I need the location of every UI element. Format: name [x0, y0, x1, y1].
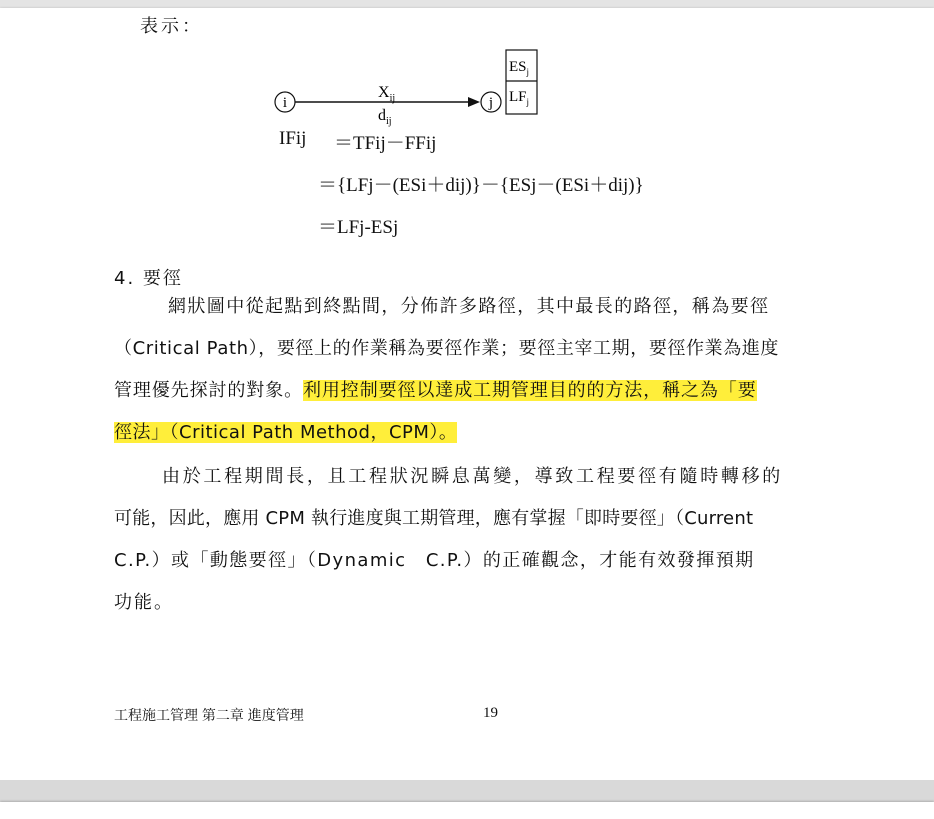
paragraph1-line2: （Critical Path），要徑上的作業稱為要徑作業；要徑主宰工期，要徑作業為進度	[114, 338, 780, 359]
highlighted-cpm-definition: 利用控制要徑以達成工期管理目的的方法，稱之為「要	[303, 380, 757, 401]
paragraph1-line3-text: 管理優先探討的對象。	[114, 380, 303, 401]
arrow-head	[468, 97, 480, 107]
node-j-label: j	[488, 95, 494, 111]
paragraph2-line2: 可能，因此，應用 CPM 執行進度與工期管理，應有掌握「即時要徑」（Current	[114, 508, 754, 529]
next-page-edge	[0, 802, 934, 819]
highlighted-cpm-name: 徑法」（Critical Path Method，CPM）。	[114, 422, 458, 443]
formula-line2: ＝{LFj－(ESi＋dij)}－{ESj－(ESi＋dij)}	[318, 175, 644, 196]
arrow-bottom-label: $d_{ij}$	[378, 107, 392, 127]
paragraph1-line3	[114, 376, 757, 406]
paragraph2-line4: 功能。	[114, 592, 174, 613]
formula-line3: ＝LFj-ESj	[318, 217, 399, 238]
arrow-top-label: $X_{ij}$	[378, 84, 396, 104]
paragraph1-line1: 網狀圖中從起點到終點間，分佈許多路徑，其中最長的路徑，稱為要徑	[168, 296, 770, 317]
formula-line1-rhs: ＝TFij－FFij	[334, 133, 437, 154]
paragraph2-line1: 由於工程期間長，且工程狀況瞬息萬變，導致工程要徑有隨時轉移的	[162, 466, 783, 487]
document-page	[0, 8, 934, 780]
node-i-label: i	[282, 95, 288, 111]
formula-line1-lhs: IFij	[279, 128, 307, 149]
page-gap	[0, 780, 934, 802]
activity-diagram	[265, 41, 555, 131]
lf-label: $LF_j$	[509, 89, 530, 107]
intro-label: 表示：	[140, 16, 203, 37]
footer-chapter-title: 工程施工管理 第二章 進度管理	[114, 707, 304, 723]
footer-page-number: 19	[483, 705, 498, 721]
es-label: $ES_j$	[509, 59, 530, 77]
section-heading: 4. 要徑	[114, 268, 183, 289]
paragraph1-line4	[114, 418, 457, 448]
paragraph2-line3: C.P.）或「動態要徑」（Dynamic C.P.）的正確觀念，才能有效發揮預期	[114, 550, 755, 571]
